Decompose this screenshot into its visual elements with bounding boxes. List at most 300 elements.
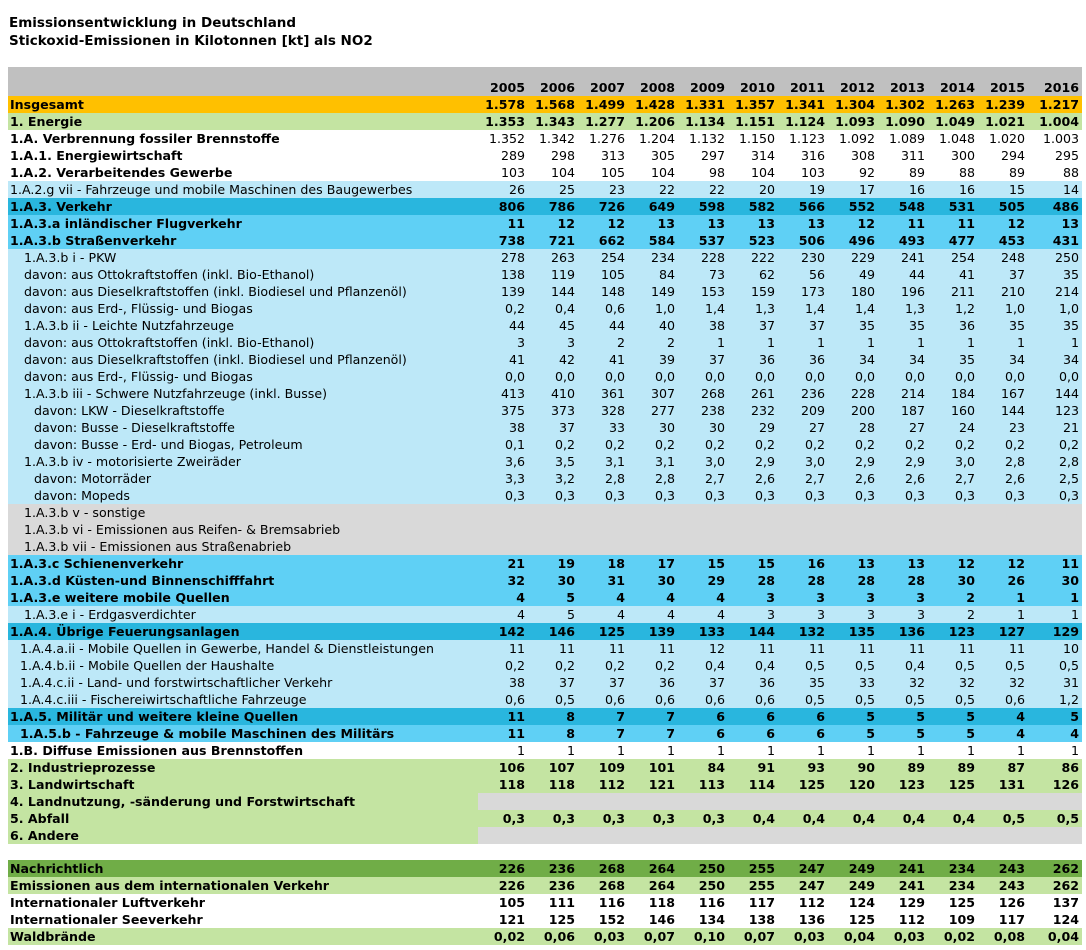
title-line-2: Stickoxid-Emissionen in Kilotonnen [kt] als NO2 [9,33,373,49]
value-cell: 105 [578,266,628,283]
value-cell: 11 [728,640,778,657]
value-cell: 0,3 [928,487,978,504]
value-cell: 241 [878,860,928,877]
table-row [8,691,1082,708]
row-label: Emissionen aus dem internationalen Verkehr [8,877,478,894]
value-cell: 1.020 [978,130,1028,147]
row-label: 1.A.4.a.ii - Mobile Quellen in Gewerbe, Handel & Dienstleistungen [8,640,478,657]
value-cell: 721 [528,232,578,249]
table-row [8,181,1082,198]
value-cell: 1 [1028,606,1082,623]
table-row [8,657,1082,674]
value-cell: 0,2 [728,436,778,453]
year-header-cell: 2015 [978,79,1028,96]
value-cell: 5 [878,708,928,725]
value-cell: 410 [528,385,578,402]
value-cell: 6 [728,725,778,742]
value-cell: 0,4 [778,810,828,827]
value-cell: 2,7 [928,470,978,487]
value-cell: 0,3 [978,487,1028,504]
value-cell: 6 [778,725,828,742]
value-cell: 1 [678,334,728,351]
value-cell: 247 [778,860,828,877]
value-cell: 313 [578,147,628,164]
value-cell [978,538,1028,555]
value-cell: 3 [828,589,878,606]
value-cell [528,504,578,521]
value-cell: 328 [578,402,628,419]
value-cell: 44 [578,317,628,334]
value-cell: 1.302 [878,96,928,113]
value-cell: 104 [728,164,778,181]
value-cell: 2,6 [878,470,928,487]
value-cell: 3 [828,606,878,623]
value-cell: 23 [578,181,628,198]
value-cell: 210 [978,283,1028,300]
value-cell: 247 [778,877,828,894]
value-cell: 214 [1028,283,1082,300]
value-cell: 649 [628,198,678,215]
table-row [8,419,1082,436]
row-label: davon: aus Erd-, Flüssig- und Biogas [8,368,478,385]
value-cell: 0,1 [478,436,528,453]
value-cell [878,521,928,538]
value-cell: 34 [828,351,878,368]
value-cell: 1 [1028,589,1082,606]
value-cell: 0,6 [578,691,628,708]
value-cell [778,827,828,844]
row-label: 1.A.4.c.iii - Fischereiwirtschaftliche Fahrzeuge [8,691,478,708]
value-cell: 3 [778,589,828,606]
row-label: davon: Motorräder [8,470,478,487]
value-cell: 13 [728,215,778,232]
value-cell: 1 [678,742,728,759]
value-cell: 160 [928,402,978,419]
value-cell: 0,0 [778,368,828,385]
value-cell: 268 [578,860,628,877]
value-cell: 249 [828,860,878,877]
value-cell: 537 [678,232,728,249]
value-cell: 0,5 [978,810,1028,827]
value-cell: 35 [1028,266,1082,283]
value-cell: 88 [1028,164,1082,181]
value-cell: 1 [778,742,828,759]
value-cell: 37 [678,351,728,368]
value-cell: 0,02 [928,928,978,945]
value-cell: 5 [928,725,978,742]
value-cell: 5 [1028,708,1082,725]
value-cell: 0,3 [578,487,628,504]
value-cell: 552 [828,198,878,215]
value-cell: 105 [478,894,528,911]
value-cell: 226 [478,877,528,894]
table-row [8,759,1082,776]
header-band [8,67,1082,79]
value-cell: 86 [1028,759,1082,776]
value-cell: 248 [978,249,1028,266]
value-cell [678,827,728,844]
value-cell: 30 [628,419,678,436]
value-cell: 2 [928,589,978,606]
value-cell: 236 [528,860,578,877]
value-cell: 241 [878,249,928,266]
value-cell: 264 [628,860,678,877]
row-label: Internationaler Seeverkehr [8,911,478,928]
value-cell: 13 [628,215,678,232]
value-cell: 254 [578,249,628,266]
row-label: davon: Mopeds [8,487,478,504]
table-row [8,317,1082,334]
value-cell: 2,9 [728,453,778,470]
value-cell: 4 [978,725,1028,742]
value-cell: 38 [478,419,528,436]
value-cell: 1 [778,334,828,351]
value-cell: 493 [878,232,928,249]
value-cell: 582 [728,198,778,215]
value-cell: 12 [978,555,1028,572]
value-cell [828,521,878,538]
row-label: 1.A.3.a inländischer Flugverkehr [8,215,478,232]
value-cell: 40 [628,317,678,334]
value-cell: 89 [928,759,978,776]
value-cell: 144 [1028,385,1082,402]
value-cell: 243 [978,877,1028,894]
year-header-cell: 2011 [778,79,828,96]
value-cell: 1.093 [828,113,878,130]
value-cell: 12 [578,215,628,232]
value-cell: 144 [978,402,1028,419]
title-line-1: Emissionsentwicklung in Deutschland [9,15,297,31]
value-cell: 226 [478,860,528,877]
table-row [8,215,1082,232]
table-row [8,487,1082,504]
value-cell: 4 [1028,725,1082,742]
value-cell: 16 [928,181,978,198]
value-cell: 228 [828,385,878,402]
value-cell [778,793,828,810]
value-cell: 0,07 [728,928,778,945]
row-label: Waldbrände [8,928,478,945]
row-label: davon: aus Erd-, Flüssig- und Biogas [8,300,478,317]
value-cell: 1 [978,334,1028,351]
value-cell [778,521,828,538]
value-cell [1028,538,1082,555]
value-cell: 262 [1028,860,1082,877]
value-cell: 126 [978,894,1028,911]
value-cell: 13 [828,555,878,572]
value-cell [478,504,528,521]
value-cell: 0,6 [628,691,678,708]
value-cell: 2,8 [628,470,678,487]
value-cell: 8 [528,708,578,725]
value-cell: 27 [778,419,828,436]
value-cell: 184 [928,385,978,402]
row-label: davon: aus Dieselkraftstoffen (inkl. Biodiesel und Pflanzenöl) [8,351,478,368]
value-cell: 3 [878,589,928,606]
row-label: davon: Busse - Erd- und Biogas, Petroleum [8,436,478,453]
value-cell: 0,6 [978,691,1028,708]
value-cell: 531 [928,198,978,215]
value-cell: 1.331 [678,96,728,113]
table-row [8,334,1082,351]
value-cell: 135 [828,623,878,640]
table-row [8,640,1082,657]
value-cell: 8 [528,725,578,742]
row-label: 1.A.3.b vii - Emissionen aus Straßenabrieb [8,538,478,555]
value-cell: 11 [878,640,928,657]
value-cell: 0,5 [928,657,978,674]
value-cell: 1.123 [778,130,828,147]
value-cell: 19 [778,181,828,198]
value-cell: 0,2 [928,436,978,453]
value-cell: 0,5 [528,691,578,708]
value-cell: 211 [928,283,978,300]
value-cell: 1.357 [728,96,778,113]
table-row [8,351,1082,368]
value-cell: 28 [828,419,878,436]
table-row [8,708,1082,725]
value-cell: 93 [778,759,828,776]
value-cell: 124 [1028,911,1082,928]
value-cell: 36 [728,351,778,368]
value-cell [528,793,578,810]
value-cell [528,827,578,844]
value-cell: 116 [578,894,628,911]
value-cell: 249 [828,877,878,894]
value-cell: 22 [628,181,678,198]
value-cell: 255 [728,860,778,877]
value-cell: 119 [528,266,578,283]
row-label: 1.A.3.b ii - Leichte Nutzfahrzeuge [8,317,478,334]
year-header-row [8,79,1082,96]
value-cell: 17 [628,555,678,572]
value-cell: 11 [828,640,878,657]
value-cell: 152 [578,911,628,928]
row-label: 1.A.4.b.ii - Mobile Quellen der Haushalte [8,657,478,674]
value-cell: 738 [478,232,528,249]
value-cell: 453 [978,232,1028,249]
value-cell: 1.124 [778,113,828,130]
value-cell: 62 [728,266,778,283]
value-cell: 26 [978,572,1028,589]
value-cell: 262 [1028,877,1082,894]
table-row [8,130,1082,147]
value-cell: 0,6 [728,691,778,708]
table-row [8,249,1082,266]
table-row [8,810,1082,827]
value-cell: 3,0 [928,453,978,470]
value-cell: 1,2 [928,300,978,317]
value-cell: 229 [828,249,878,266]
table-row [8,504,1082,521]
table-row [8,198,1082,215]
value-cell: 250 [678,877,728,894]
value-cell [928,504,978,521]
value-cell: 241 [878,877,928,894]
value-cell: 261 [728,385,778,402]
value-cell: 375 [478,402,528,419]
value-cell: 44 [878,266,928,283]
table-row [8,300,1082,317]
value-cell: 15 [978,181,1028,198]
year-header-cell: 2005 [478,79,528,96]
value-cell: 222 [728,249,778,266]
value-cell: 308 [828,147,878,164]
value-cell [728,504,778,521]
value-cell [878,538,928,555]
value-cell [828,827,878,844]
value-cell: 104 [628,164,678,181]
value-cell: 300 [928,147,978,164]
value-cell: 263 [528,249,578,266]
value-cell: 118 [628,894,678,911]
value-cell: 32 [478,572,528,589]
value-cell: 15 [728,555,778,572]
table-row [8,793,1082,810]
value-cell: 0,6 [578,300,628,317]
value-cell: 1.568 [528,96,578,113]
value-cell: 305 [628,147,678,164]
value-cell: 0,3 [478,487,528,504]
value-cell [1028,521,1082,538]
table-row [8,436,1082,453]
value-cell: 4 [678,606,728,623]
value-cell: 0,5 [828,657,878,674]
value-cell: 0,4 [728,657,778,674]
value-cell: 0,2 [478,657,528,674]
value-cell: 0,5 [978,657,1028,674]
value-cell: 0,3 [628,487,678,504]
value-cell: 228 [678,249,728,266]
value-cell: 127 [978,623,1028,640]
value-cell: 1.353 [478,113,528,130]
value-cell: 486 [1028,198,1082,215]
value-cell: 22 [678,181,728,198]
table-row [8,911,1082,928]
value-cell: 238 [678,402,728,419]
value-cell: 4 [978,708,1028,725]
value-cell: 35 [1028,317,1082,334]
row-label: 1. Energie [8,113,478,130]
value-cell [978,521,1028,538]
value-cell: 49 [828,266,878,283]
value-cell: 37 [528,419,578,436]
value-cell: 1.151 [728,113,778,130]
value-cell: 0,0 [628,368,678,385]
value-cell: 3 [478,334,528,351]
value-cell: 0,2 [528,436,578,453]
value-cell: 431 [1028,232,1082,249]
value-cell: 6 [778,708,828,725]
value-cell [578,827,628,844]
value-cell: 167 [978,385,1028,402]
row-label: 5. Abfall [8,810,478,827]
value-cell: 92 [828,164,878,181]
row-label: 1.A.3.d Küsten-und Binnenschifffahrt [8,572,478,589]
value-cell: 250 [678,860,728,877]
value-cell: 1 [828,742,878,759]
value-cell: 0,0 [828,368,878,385]
value-cell: 0,04 [828,928,878,945]
value-cell: 1.090 [878,113,928,130]
value-cell: 103 [478,164,528,181]
value-cell: 523 [728,232,778,249]
value-cell: 0,0 [478,368,528,385]
row-label: 1.A.3.e weitere mobile Quellen [8,589,478,606]
table-row [8,572,1082,589]
value-cell: 16 [878,181,928,198]
value-cell: 89 [978,164,1028,181]
table-row [8,113,1082,130]
value-cell: 35 [878,317,928,334]
value-cell: 11 [528,640,578,657]
value-cell: 35 [928,351,978,368]
value-cell [778,504,828,521]
value-cell: 7 [578,708,628,725]
row-label: Nachrichtlich [8,860,478,877]
value-cell: 3,1 [628,453,678,470]
value-cell: 12 [828,215,878,232]
value-cell: 73 [678,266,728,283]
value-cell: 139 [628,623,678,640]
value-cell: 37 [678,674,728,691]
row-label: 2. Industrieprozesse [8,759,478,776]
value-cell: 1.003 [1028,130,1082,147]
value-cell: 91 [728,759,778,776]
value-cell: 2,6 [728,470,778,487]
row-label: 4. Landnutzung, -sänderung und Forstwirtschaft [8,793,478,810]
row-label: davon: Busse - Dieselkraftstoffe [8,419,478,436]
value-cell: 2,9 [828,453,878,470]
value-cell: 1.049 [928,113,978,130]
value-cell [878,504,928,521]
value-cell: 3 [728,589,778,606]
value-cell [628,504,678,521]
value-cell: 3,5 [528,453,578,470]
value-cell: 36 [628,674,678,691]
row-label: 3. Landwirtschaft [8,776,478,793]
value-cell: 234 [928,860,978,877]
value-cell: 234 [928,877,978,894]
value-cell: 148 [578,283,628,300]
value-cell: 1 [478,742,528,759]
value-cell: 142 [478,623,528,640]
table-row [8,147,1082,164]
value-cell [928,538,978,555]
value-cell [528,538,578,555]
row-label: 1.A.5. Militär und weitere kleine Quellen [8,708,478,725]
value-cell: 28 [878,572,928,589]
value-cell: 0,5 [778,657,828,674]
value-cell: 0,0 [678,368,728,385]
row-label: davon: aus Ottokraftstoffen (inkl. Bio-Ethanol) [8,266,478,283]
table-row [8,606,1082,623]
value-cell: 0,5 [1028,810,1082,827]
row-label: 1.A.4.c.ii - Land- und forstwirtschaftlicher Verkehr [8,674,478,691]
table-row [8,928,1082,945]
value-cell: 0,6 [478,691,528,708]
value-cell: 16 [778,555,828,572]
value-cell [628,793,678,810]
value-cell: 2,9 [878,453,928,470]
value-cell: 144 [528,283,578,300]
value-cell: 0,04 [1028,928,1082,945]
table-row [8,725,1082,742]
year-header-cell: 2012 [828,79,878,96]
value-cell: 506 [778,232,828,249]
value-cell [678,538,728,555]
value-cell: 118 [528,776,578,793]
